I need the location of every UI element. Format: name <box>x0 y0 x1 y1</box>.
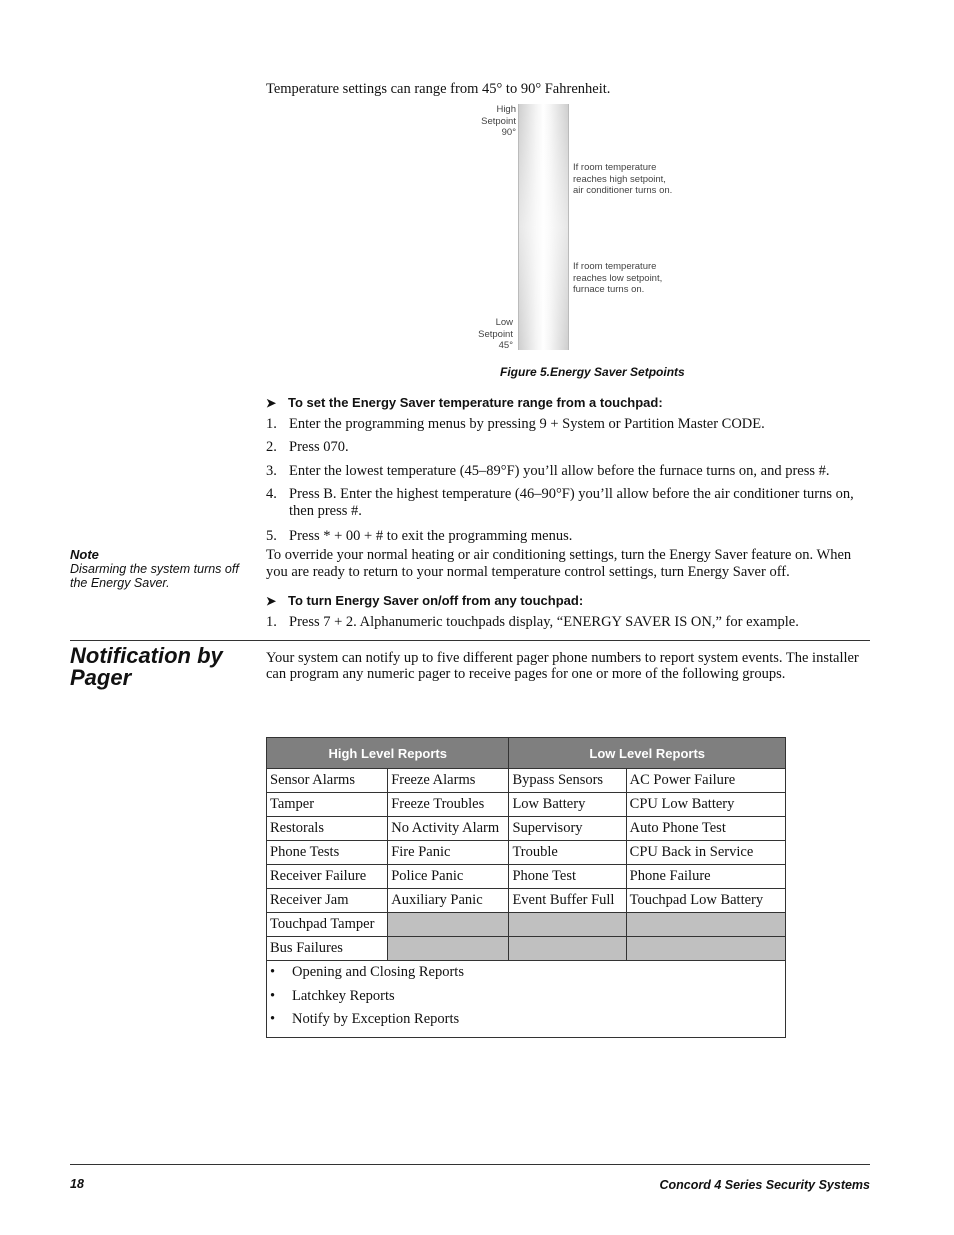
table-bullets-cell <box>267 961 786 1038</box>
table-cell: Touchpad Low Battery <box>626 889 785 913</box>
step-item: 5. Press * + 00 + # to exit the programming menus. <box>266 528 573 544</box>
table-cell: Touchpad Tamper <box>267 913 388 937</box>
table-bullets-row <box>267 961 786 1038</box>
high-setpoint-note: If room temperature reaches high setpoint, air conditioner turns on. <box>573 162 673 196</box>
temperature-gradient-bar <box>518 104 569 350</box>
table-cell: Receiver Jam <box>267 889 388 913</box>
table-cell: Phone Test <box>509 865 626 889</box>
section-body: Your system can notify up to five different pager phone numbers to report system events. The installer can program any numeric pager to receive pages for one or more of the following groups. <box>266 650 859 682</box>
table-row <box>267 937 786 961</box>
step-item: 2. Press 070. <box>266 439 349 455</box>
list-item: • Opening and Closing Reports <box>270 964 464 980</box>
table-cell: AC Power Failure <box>626 769 785 793</box>
arrow-bullet-icon: ➤ <box>266 396 277 410</box>
table-cell: Trouble <box>509 841 626 865</box>
table-cell: Auxiliary Panic <box>388 889 509 913</box>
section-title: Notification by Pager <box>70 643 223 690</box>
figure-caption: Figure 5.Energy Saver Setpoints <box>500 365 685 379</box>
table-cell: No Activity Alarm <box>388 817 509 841</box>
table-cell: Phone Tests <box>267 841 388 865</box>
note-title: Note <box>70 547 99 562</box>
table-row <box>267 889 786 913</box>
table-cell: Freeze Troubles <box>388 793 509 817</box>
table-row <box>267 769 786 793</box>
reports-table <box>266 737 786 1038</box>
page-number: 18 <box>70 1177 84 1191</box>
table-cell: Supervisory <box>509 817 626 841</box>
footer-title: Concord 4 Series Security Systems <box>659 1178 870 1192</box>
procedure-heading-set-range: ➤ To set the Energy Saver temperature range from a touchpad: <box>266 395 663 410</box>
footer-divider <box>70 1164 870 1165</box>
step-item: 3. Enter the lowest temperature (45–89°F) you’ll allow before the furnace turns on, and press #. <box>266 463 830 479</box>
table-row <box>267 793 786 817</box>
table-cell-empty <box>626 937 785 961</box>
table-cell: Auto Phone Test <box>626 817 785 841</box>
section-divider <box>70 640 870 641</box>
table-cell: Event Buffer Full <box>509 889 626 913</box>
table-cell: Police Panic <box>388 865 509 889</box>
note-body: Disarming the system turns off the Energy Saver. <box>70 562 239 590</box>
low-setpoint-label: Low Setpoint 45° <box>478 317 513 351</box>
table-row <box>267 841 786 865</box>
header-low-level-reports: Low Level Reports <box>509 738 786 769</box>
table-cell: Freeze Alarms <box>388 769 509 793</box>
intro-text: Temperature settings can range from 45° to 90° Fahrenheit. <box>266 81 611 97</box>
procedure-heading-toggle: ➤ To turn Energy Saver on/off from any touchpad: <box>266 593 584 608</box>
low-setpoint-note: If room temperature reaches low setpoint, furnace turns on. <box>573 261 663 295</box>
table-cell: CPU Low Battery <box>626 793 785 817</box>
table-cell: Bus Failures <box>267 937 388 961</box>
list-item: • Latchkey Reports <box>270 987 395 1004</box>
table-cell: Low Battery <box>509 793 626 817</box>
table-header-row <box>267 738 786 769</box>
table-cell-empty <box>509 937 626 961</box>
table-cell-empty <box>509 913 626 937</box>
table-cell: Bypass Sensors <box>509 769 626 793</box>
table-cell-empty <box>388 913 509 937</box>
override-paragraph: To override your normal heating or air conditioning settings, turn the Energy Saver feature on. When you are ready to return to your normal temperature control settings, turn Energy Saver off. <box>266 547 852 580</box>
arrow-bullet-icon: ➤ <box>266 594 277 608</box>
table-cell: Restorals <box>267 817 388 841</box>
list-item: • Notify by Exception Reports <box>270 1011 460 1027</box>
table-cell: Fire Panic <box>388 841 509 865</box>
header-high-level-reports: High Level Reports <box>267 738 509 769</box>
table-cell: Tamper <box>267 793 388 817</box>
setpoints-figure <box>460 100 700 360</box>
high-setpoint-label: High Setpoint 90° <box>481 104 516 138</box>
table-cell: Receiver Failure <box>267 865 388 889</box>
table-row <box>267 913 786 937</box>
step-item: 1. Press 7 + 2. Alphanumeric touchpads display, “ENERGY SAVER IS ON,” for example. <box>266 614 799 630</box>
table-cell-empty <box>388 937 509 961</box>
table-cell: Phone Failure <box>626 865 785 889</box>
table-row <box>267 865 786 889</box>
step-item: 4. Press B. Enter the highest temperature (46–90°F) you’ll allow before the air conditioner turns on, then press #. <box>266 486 854 519</box>
table-cell: Sensor Alarms <box>267 769 388 793</box>
table-cell-empty <box>626 913 785 937</box>
table-row <box>267 817 786 841</box>
table-cell: CPU Back in Service <box>626 841 785 865</box>
step-item: 1. Enter the programming menus by pressing 9 + System or Partition Master CODE. <box>266 416 765 432</box>
